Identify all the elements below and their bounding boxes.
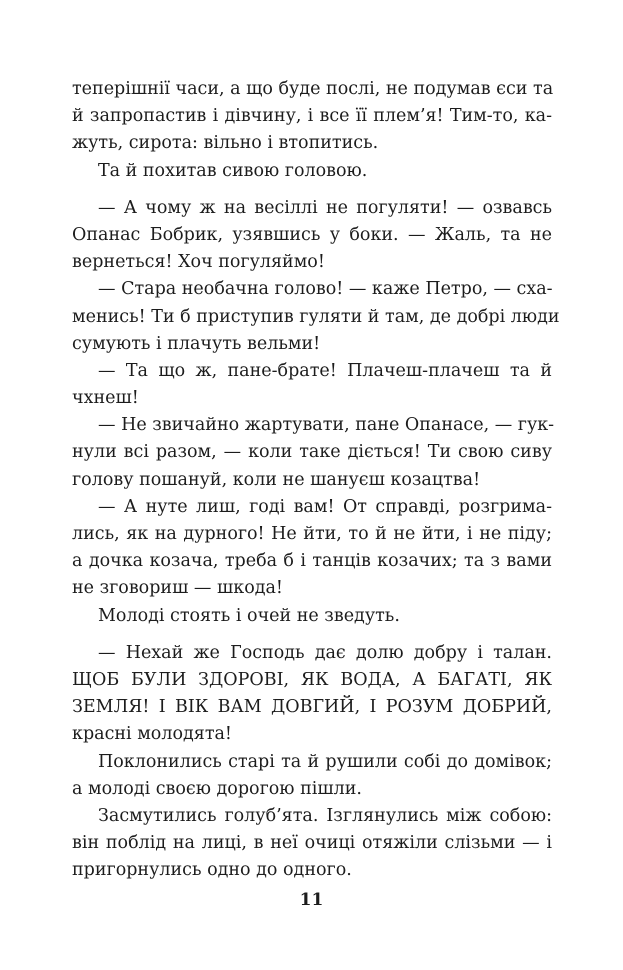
text-line: голову пошануй, коли не шануєш козацтва! [72,469,481,490]
text-line: — А нуте лиш, годі вам! От справді, розгрима- [98,496,552,517]
text-line: — Не звичайно жартувати, пане Опанасе, — гук- [98,415,555,436]
page-number: 11 [299,890,324,910]
text-line: Молоді стоять і очей не зведуть. [98,605,400,626]
text-line: пригорнулись одно до одного. [72,860,352,881]
text-line: ЩОБ БУЛИ ЗДОРОВІ, ЯК ВОДА, А БАГАТІ, ЯК [72,669,552,690]
text-line: ЗЕМЛЯ! І ВІК ВАМ ДОВГИЙ, І РОЗУМ ДОБРИЙ, [72,697,552,718]
text-line: а дочка козача, треба б і танців козачих; та з вами [72,551,552,572]
paragraph-gap [72,630,552,640]
text-line: чхнеш! [72,388,139,409]
text-line: не зговориш — шкода! [72,578,283,599]
text-line: вернеться! Хоч погуляймо! [72,252,325,273]
text-line: Поклонились старі та й рушили собі до домівок; [98,751,552,772]
text-line: Та й похитав сивою головою. [98,160,368,181]
text-line: жуть, сирота: вільно і втопитись. [72,133,379,154]
text-line: менись! Ти б приступив гуляти й там, де добрі люди [72,306,560,327]
paragraph-gap [72,185,552,195]
body-text [72,76,560,884]
text-line: сумують і плачуть вельми! [72,333,321,354]
text-line: — Нехай же Господь дає долю добру і талан. [98,642,552,663]
text-line: Засмутились голуб’ята. Ізглянулись між собою: [98,805,552,826]
text-line: він поблід на лиці, в неї очиці отяжіли слізьми — і [72,833,552,854]
text-line: лись, як на дурного! Не йти, то й не йти, і не піду; [72,524,552,544]
text-line: — Та що ж, пане-брате! Плачеш-плачеш та й [98,360,552,381]
text-line: красні молодята! [72,724,232,745]
text-line: Опанас Бобрик, узявшись у боки. — Жаль, та не [72,224,552,245]
text-line: теперішнії часи, а що буде послі, не подумав єси та [72,79,554,99]
text-line: й запропастив і дівчину, і все її плем’я! Тим-то, ка- [72,106,552,127]
text-line: а молоді своєю дорогою пішли. [72,778,362,799]
text-line: нули всі разом, — коли таке діється! Ти свою сиву [72,442,552,463]
text-line: — Стара необачна голово! — каже Петро, — сха- [98,279,553,300]
text-line: — А чому ж на весіллі не погуляти! — озвавсь [98,197,552,218]
